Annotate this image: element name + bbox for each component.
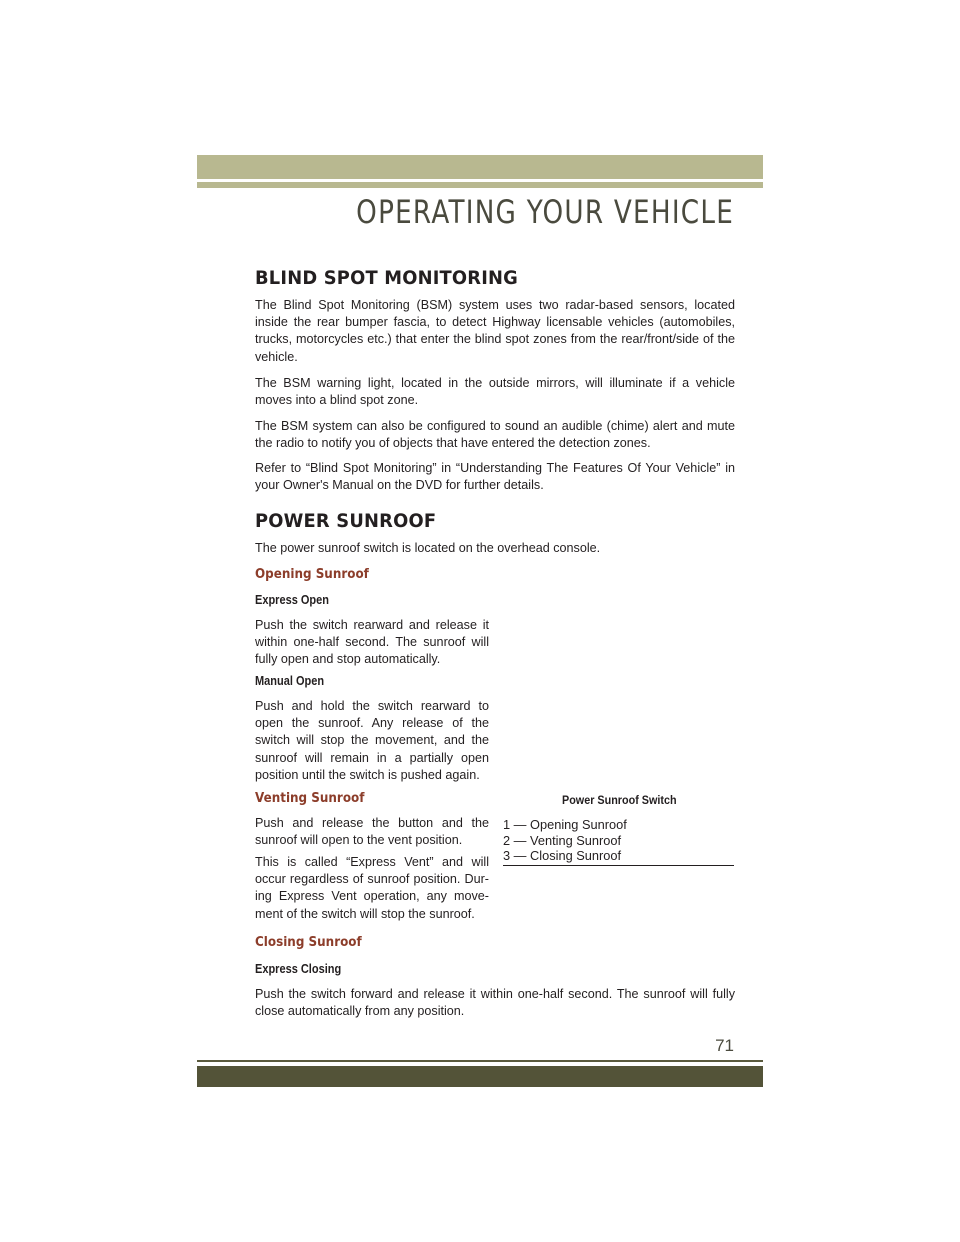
section-title: OPERATING YOUR VEHICLE	[356, 193, 734, 231]
header-band-stripe	[197, 182, 763, 188]
header-band	[197, 155, 763, 179]
power-sunroof-intro: The power sunroof switch is located on the overhead console.	[255, 541, 601, 555]
express-open-heading: Express Open	[255, 593, 329, 607]
footer-band	[197, 1066, 763, 1087]
legend-item-closing: 3 — Closing Sunroof	[503, 848, 622, 863]
manual-open-text: Push and hold the switch rearward to open the sunroof. Any release of the switch will stop the movement, and the sunroof will remain in a partially open position until the switch is pushed again.	[255, 699, 489, 782]
express-closing-text: Push the switch forward and release it within one-half second. The sunroof will fully close automatically from any position.	[255, 987, 735, 1019]
footer-band-line	[197, 1060, 763, 1062]
legend-item-opening: 1 — Opening Sunroof	[503, 817, 627, 832]
bsm-paragraph-1: The Blind Spot Monitoring (BSM) system uses two radar-based sensors, located inside the rear bumper fascia, to detect Highway licensable vehicles (automobiles, trucks, motorcycles etc.) that enter the blind spot zones from the rear/front/side of the vehicle.	[255, 298, 735, 364]
figure-caption: Power Sunroof Switch	[562, 793, 677, 807]
legend-item-venting: 2 — Venting Sunroof	[503, 832, 622, 848]
figure-legend	[503, 817, 734, 866]
venting-sunroof-heading: Venting Sunroof	[255, 791, 365, 806]
bsm-paragraph-3: The BSM system can also be configured to sound an audible (chime) alert and mute the radio to notify you of objects that have entered the detection zones.	[255, 419, 735, 451]
power-sunroof-heading: POWER SUNROOF	[255, 510, 437, 532]
venting-text-1: Push and release the button and the sunroof will open to the vent position.	[255, 816, 489, 848]
closing-sunroof-heading: Closing Sunroof	[255, 935, 362, 950]
express-closing-heading: Express Closing	[255, 962, 342, 976]
bsm-heading: BLIND SPOT MONITORING	[255, 267, 519, 289]
express-open-text: Push the switch rearward and release it within one-half second. The sunroof will fully open and stop automatically.	[255, 618, 489, 667]
bsm-paragraph-4: Refer to “Blind Spot Monitoring” in “Understanding The Features Of Your Vehicle” in your Owner's Manual on the DVD for further details.	[255, 461, 735, 493]
manual-open-heading: Manual Open	[255, 674, 325, 688]
bsm-paragraph-2: The BSM warning light, located in the outside mirrors, will illuminate if a vehicle moves into a blind spot zone.	[255, 376, 735, 408]
page-number: 71	[715, 1036, 734, 1055]
opening-sunroof-heading: Opening Sunroof	[255, 567, 369, 582]
venting-text-2: This is called “Express Vent” and will occur regardless of sunroof position. Dur-ing Express Vent operation, any move-ment of the switch will stop the sunroof.	[255, 855, 489, 921]
